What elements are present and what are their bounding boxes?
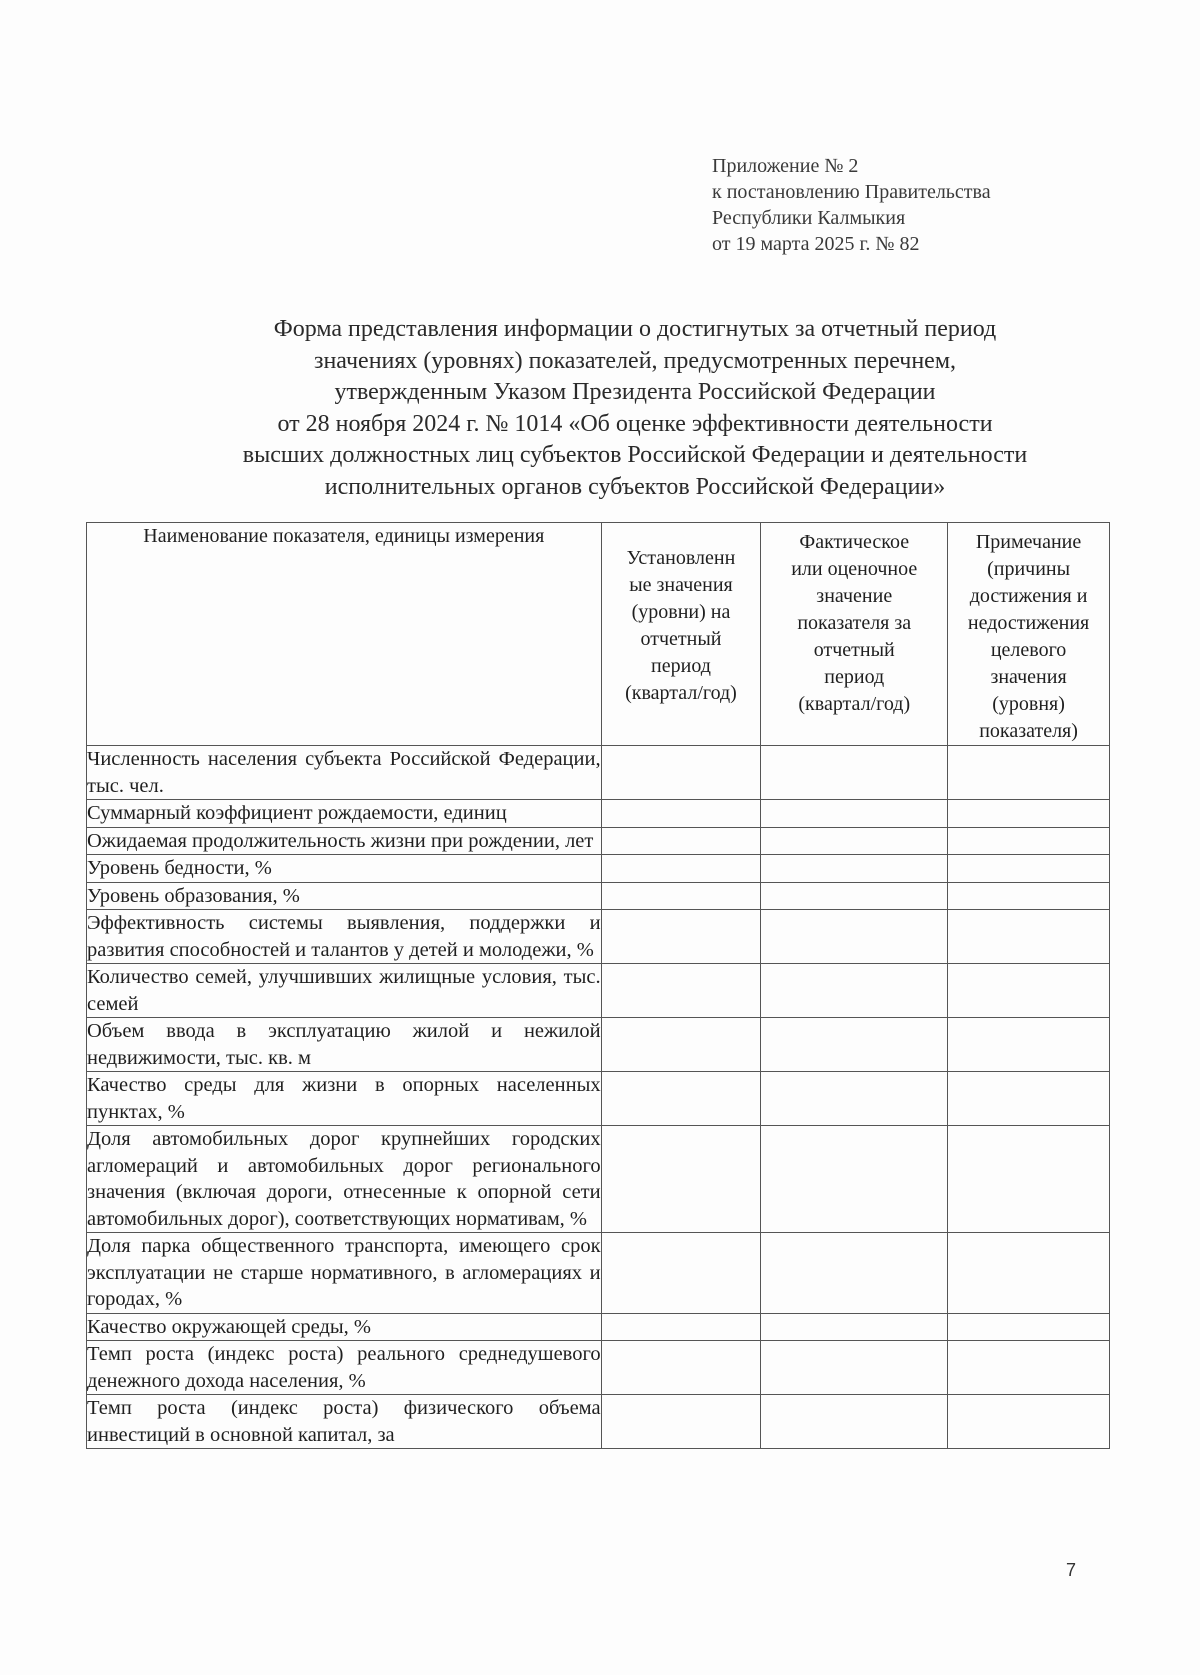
annex-line: Республики Калмыкия	[712, 207, 906, 229]
set-value-cell	[601, 1233, 761, 1314]
title-line: высших должностных лиц субъектов Российской Федерации и деятельности	[242, 442, 1028, 468]
set-value-cell	[601, 1018, 761, 1072]
actual-value-cell	[761, 1126, 948, 1233]
set-value-cell	[601, 1072, 761, 1126]
note-cell	[948, 882, 1110, 910]
header-actual-values-line: отчетный	[813, 639, 895, 661]
header-note-line: целевого	[990, 639, 1067, 661]
indicator-name: Количество семей, улучшивших жилищные условия, тыс. семей	[87, 964, 602, 1018]
header-set-values-line: (уровни) на	[631, 601, 731, 623]
indicator-name: Эффективность системы выявления, поддержки и развития способностей и талантов у детей и молодежи, %	[87, 910, 602, 964]
header-note-line: Примечание	[975, 531, 1082, 553]
actual-value-cell	[761, 1313, 948, 1341]
actual-value-cell	[761, 855, 948, 883]
set-value-cell	[601, 827, 761, 855]
actual-value-cell	[761, 800, 948, 828]
header-set-values	[601, 523, 761, 746]
actual-value-cell	[761, 827, 948, 855]
note-cell	[948, 1233, 1110, 1314]
actual-value-cell	[761, 964, 948, 1018]
set-value-cell	[601, 1313, 761, 1341]
header-actual-values	[761, 523, 948, 746]
header-note	[948, 523, 1110, 746]
title-line: исполнительных органов субъектов Российской Федерации»	[324, 473, 946, 500]
header-set-values-line: Установленн	[626, 547, 736, 569]
header-actual-values-line: показателя за	[797, 612, 912, 634]
indicator-name: Суммарный коэффициент рождаемости, единиц	[87, 800, 602, 828]
actual-value-cell	[761, 746, 948, 800]
note-cell	[948, 1126, 1110, 1233]
header-note-line: значения	[990, 666, 1067, 688]
actual-value-cell	[761, 1395, 948, 1449]
header-actual-values-line: значение	[816, 585, 893, 607]
note-cell	[948, 855, 1110, 883]
table-row	[87, 800, 1110, 828]
indicator-name: Уровень образования, %	[87, 882, 602, 910]
table-row	[87, 1395, 1110, 1449]
table-row	[87, 882, 1110, 910]
header-note-line: достижения и	[969, 585, 1088, 607]
actual-value-cell	[761, 910, 948, 964]
header-note-line: показателя)	[979, 720, 1078, 742]
note-cell	[948, 1341, 1110, 1395]
indicator-name: Темп роста (индекс роста) реального среднедушевого денежного дохода населения, %	[87, 1341, 602, 1395]
page-number: 7	[1066, 1560, 1077, 1580]
table-header-row	[87, 523, 1110, 746]
header-set-values-line: ые значения	[629, 574, 733, 596]
note-cell	[948, 746, 1110, 800]
note-cell	[948, 1313, 1110, 1341]
indicator-name: Темп роста (индекс роста) физического объема инвестиций в основной капитал, за	[87, 1395, 602, 1449]
note-cell	[948, 910, 1110, 964]
table-row	[87, 964, 1110, 1018]
indicator-name: Объем ввода в эксплуатацию жилой и нежилой недвижимости, тыс. кв. м	[87, 1018, 602, 1072]
indicators-table	[86, 522, 1110, 1449]
indicator-name: Доля парка общественного транспорта, имеющего срок эксплуатации не старше нормативного, в агломерациях и городах, %	[87, 1233, 602, 1314]
header-set-values-line: отчетный	[640, 628, 722, 650]
set-value-cell	[601, 1126, 761, 1233]
note-cell	[948, 1072, 1110, 1126]
indicator-name: Уровень бедности, %	[87, 855, 602, 883]
title-line: от 28 ноября 2024 г. № 1014 «Об оценке эффективности деятельности	[277, 410, 993, 437]
header-note-line: (причины	[987, 558, 1071, 580]
header-set-values-line: период	[651, 655, 711, 677]
header-actual-values-line: период	[824, 666, 885, 688]
table-row	[87, 910, 1110, 964]
set-value-cell	[601, 746, 761, 800]
set-value-cell	[601, 855, 761, 883]
annex-block	[712, 153, 991, 257]
indicator-name: Ожидаемая продолжительность жизни при рождении, лет	[87, 827, 602, 855]
set-value-cell	[601, 882, 761, 910]
indicator-name: Качество среды для жизни в опорных населенных пунктах, %	[87, 1072, 602, 1126]
actual-value-cell	[761, 1233, 948, 1314]
header-indicator-name: Наименование показателя, единицы измерения	[87, 523, 602, 746]
indicator-name: Доля автомобильных дорог крупнейших городских агломераций и автомобильных дорог регионального значения (включая дороги, отнесенные к опорной сети автомобильных дорог), соответствующих нормативам, %	[87, 1126, 602, 1233]
header-actual-values-line: или оценочное	[791, 558, 918, 580]
set-value-cell	[601, 1341, 761, 1395]
header-actual-values-line: Фактическое	[799, 531, 910, 553]
note-cell	[948, 827, 1110, 855]
actual-value-cell	[761, 1018, 948, 1072]
header-note-line: недостижения	[967, 612, 1090, 634]
table-row	[87, 1233, 1110, 1314]
table-row	[87, 1313, 1110, 1341]
title-line: утвержденным Указом Президента Российской Федерации	[334, 379, 936, 405]
note-cell	[948, 1395, 1110, 1449]
table-row	[87, 746, 1110, 800]
note-cell	[948, 800, 1110, 828]
header-actual-values-line: (квартал/год)	[798, 693, 911, 715]
table-row	[87, 855, 1110, 883]
note-cell	[948, 964, 1110, 1018]
form-title	[90, 314, 1180, 503]
actual-value-cell	[761, 882, 948, 910]
table-row	[87, 1072, 1110, 1126]
table-row	[87, 1018, 1110, 1072]
set-value-cell	[601, 964, 761, 1018]
set-value-cell	[601, 1395, 761, 1449]
annex-line: от 19 марта 2025 г. № 82	[712, 233, 920, 255]
set-value-cell	[601, 910, 761, 964]
set-value-cell	[601, 800, 761, 828]
table-row	[87, 1341, 1110, 1395]
table-row	[87, 1126, 1110, 1233]
header-note-line: (уровня)	[992, 693, 1065, 715]
annex-line: Приложение № 2	[712, 155, 859, 177]
actual-value-cell	[761, 1072, 948, 1126]
indicator-name: Численность населения субъекта Российской Федерации, тыс. чел.	[87, 746, 602, 800]
title-line: Форма представления информации о достигнутых за отчетный период	[273, 316, 997, 342]
note-cell	[948, 1018, 1110, 1072]
annex-line: к постановлению Правительства	[712, 181, 991, 203]
table-row	[87, 827, 1110, 855]
title-line: значениях (уровнях) показателей, предусмотренных перечнем,	[313, 347, 957, 374]
indicator-name: Качество окружающей среды, %	[87, 1313, 602, 1341]
actual-value-cell	[761, 1341, 948, 1395]
header-set-values-line: (квартал/год)	[625, 682, 737, 704]
